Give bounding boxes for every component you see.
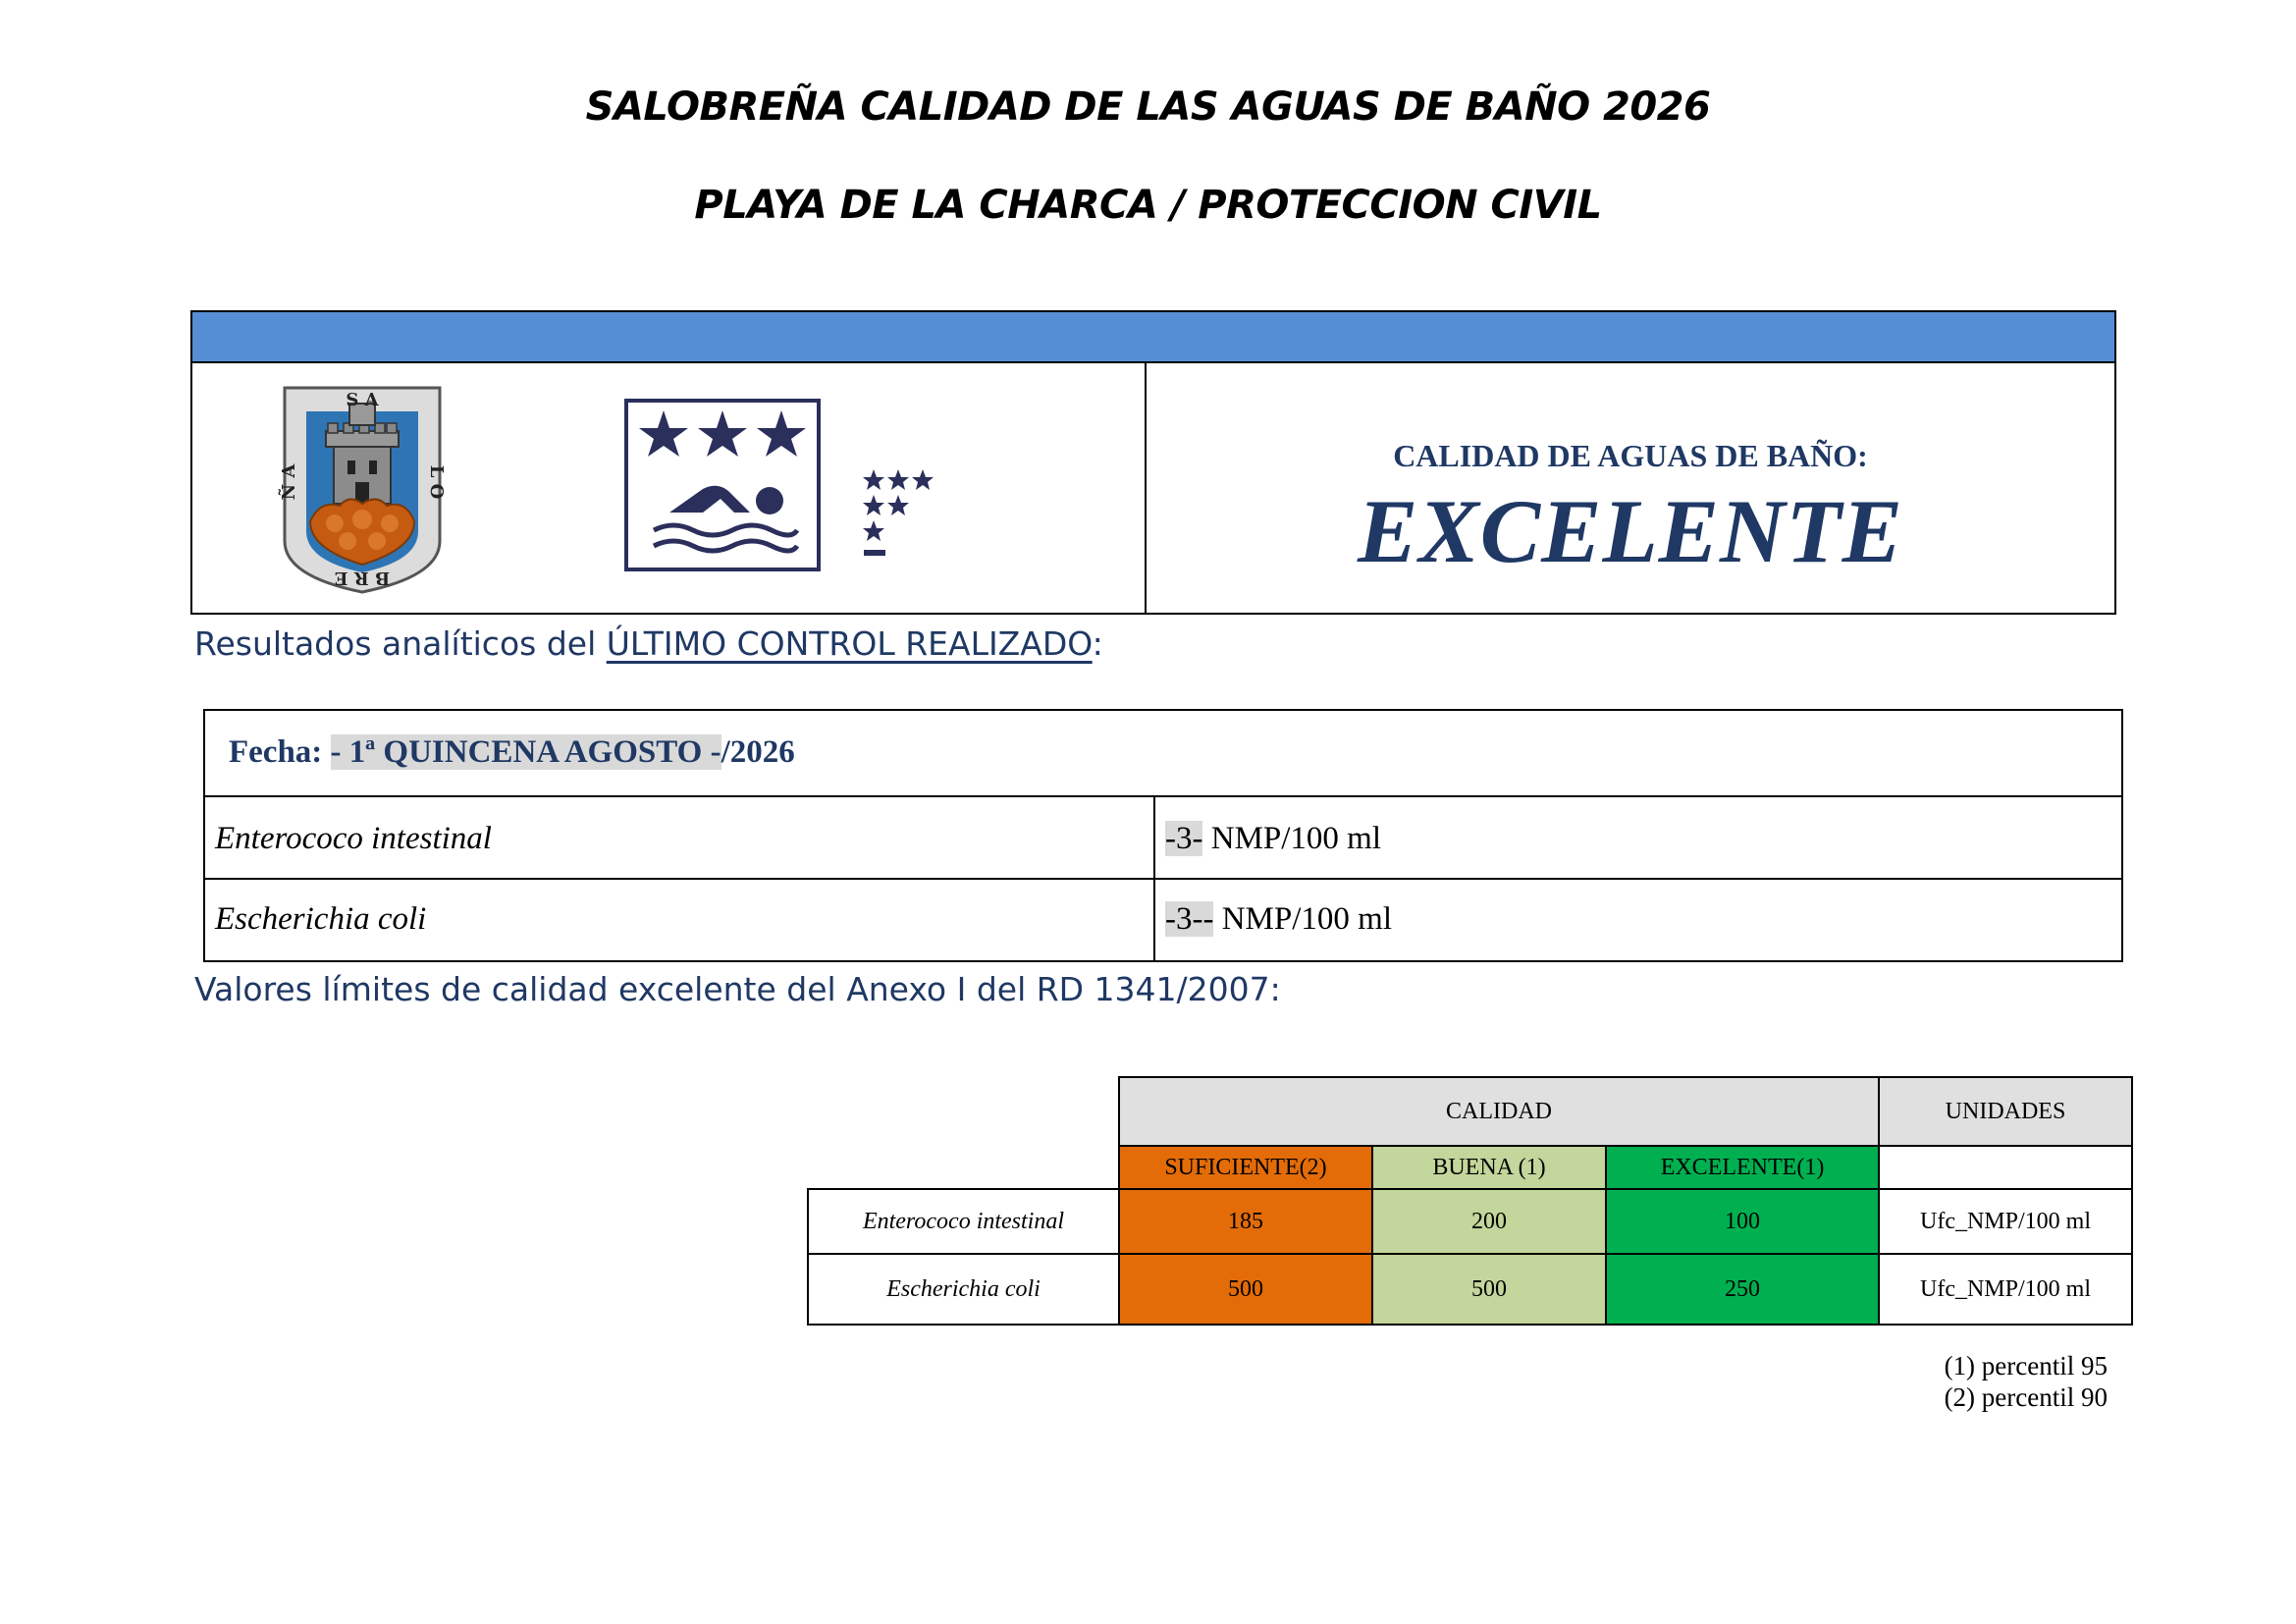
table-row <box>808 1254 2132 1325</box>
limits-table <box>807 1076 2133 1326</box>
beach-title: PLAYA DE LA CHARCA / PROTECCION CIVIL <box>694 183 1602 228</box>
results-heading <box>194 624 1103 663</box>
limits-corner <box>808 1146 1119 1189</box>
quality-label: CALIDAD DE AGUAS DE BAÑO: <box>1393 438 1868 473</box>
limit-value: 185 <box>1119 1189 1372 1254</box>
limit-value: 250 <box>1606 1254 1879 1325</box>
limit-name: Escherichia coli <box>808 1254 1119 1325</box>
limit-value: 500 <box>1372 1254 1606 1325</box>
limit-value: 200 <box>1372 1189 1606 1254</box>
crest-letters-top: S A <box>346 390 379 410</box>
fecha-label <box>229 734 795 771</box>
table-row <box>205 795 2121 880</box>
result-name: Escherichia coli <box>215 901 427 937</box>
result-number: -3-- <box>1165 901 1214 937</box>
result-value <box>1165 821 1381 857</box>
crest-letters-bottom: B R E <box>334 568 391 588</box>
result-value <box>1165 901 1392 938</box>
result-unit: NMP/100 ml <box>1213 901 1393 937</box>
three-star-swimmer-icon <box>624 399 821 571</box>
calidad-header: CALIDAD <box>1119 1077 1879 1146</box>
salobrena-crest-icon <box>279 384 447 594</box>
table-row <box>205 878 2121 962</box>
quality-value: EXCELENTE <box>1357 481 1903 581</box>
limit-value: 500 <box>1119 1254 1372 1325</box>
limits-heading: Valores límites de calidad excelente del Anexo I del RD 1341/2007: <box>194 970 1281 1008</box>
results-table <box>203 709 2123 962</box>
small-stars-icon <box>862 467 946 562</box>
results-heading-underlined: ÚLTIMO CONTROL REALIZADO <box>606 624 1093 663</box>
footnote-percentil-95: (1) percentil 95 <box>1944 1351 2108 1380</box>
unit-blank <box>1879 1146 2132 1189</box>
page-title: SALOBREÑA CALIDAD DE LAS AGUAS DE BAÑO 2026 <box>585 84 1711 130</box>
unidades-header: UNIDADES <box>1879 1077 2132 1146</box>
crest-letters-left: Ñ A <box>279 463 299 501</box>
col-suficiente: SUFICIENTE(2) <box>1119 1146 1372 1189</box>
limit-unit: Ufc_NMP/100 ml <box>1879 1189 2132 1254</box>
results-heading-suffix: : <box>1092 624 1103 663</box>
results-heading-prefix: Resultados analíticos del <box>194 624 607 663</box>
result-name: Enterococo intestinal <box>215 821 492 856</box>
fecha-prefix: Fecha: <box>229 734 331 770</box>
result-unit: NMP/100 ml <box>1202 821 1382 856</box>
fecha-period: - 1ª QUINCENA AGOSTO - <box>330 734 721 770</box>
limit-value: 100 <box>1606 1189 1879 1254</box>
col-excelente: EXCELENTE(1) <box>1606 1146 1879 1189</box>
result-number: -3- <box>1165 821 1203 856</box>
quality-header-box <box>190 310 2116 615</box>
table-row <box>808 1189 2132 1254</box>
limits-corner <box>808 1077 1119 1146</box>
limit-name: Enterococo intestinal <box>808 1189 1119 1254</box>
col-buena: BUENA (1) <box>1372 1146 1606 1189</box>
fecha-year: /2026 <box>721 734 795 770</box>
limit-unit: Ufc_NMP/100 ml <box>1879 1254 2132 1325</box>
footnote-percentil-90: (2) percentil 90 <box>1944 1382 2108 1412</box>
crest-letters-right: L O <box>426 464 447 500</box>
header-color-bar <box>192 312 2114 363</box>
